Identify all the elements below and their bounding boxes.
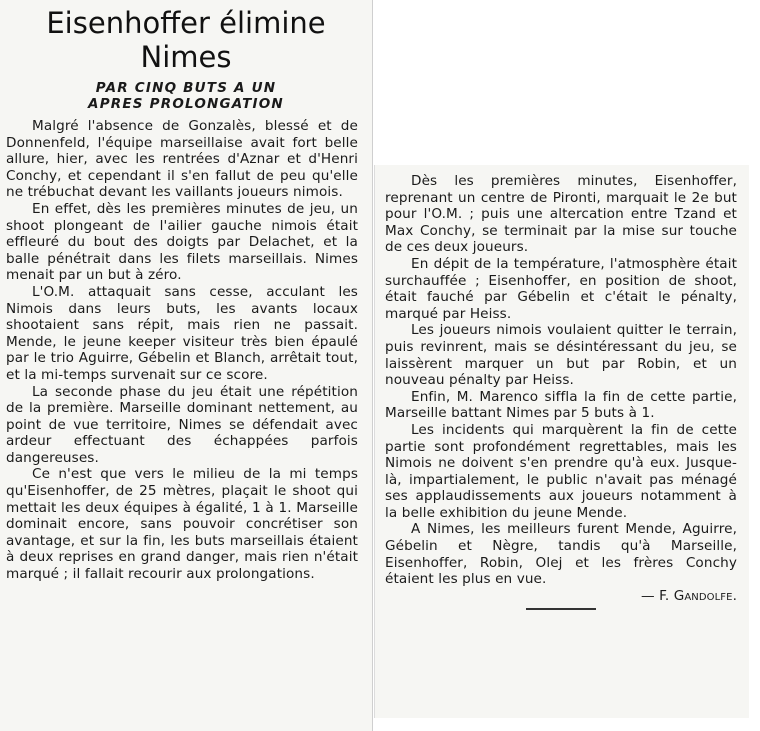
paragraph: Enfin, M. Marenco siffla la fin de cette partie, Marseille battant Nimes par 5 buts à 1. — [385, 388, 737, 422]
paragraph: L'O.M. attaquait sans cesse, acculant les Nimois dans leurs buts, les avants locaux shootaient sans répit, mais rien ne passait. Mende, le jeune keeper visiteur très bien épaulé par le trio Aguirre, Gébelin et Blanch, arrêtait tout, et la mi-temps survenait sur ce score. — [6, 283, 358, 383]
paragraph: Ce n'est que vers le milieu de la mi temps qu'Eisenhoffer, de 25 mètres, plaçait le shoot qui mettait les deux équipes à égalité, 1 à 1. Marseille dominait encore, sans pouvoir concrétiser son avantage, et sur la fin, les buts marseillais étaient à deux reprises en grand danger, mais rien n'était marqué ; il fallait recourir aux prolongations. — [6, 466, 358, 583]
paragraph: Dès les premières minutes, Eisenhoffer, reprenant un centre de Pironti, marquait le 2e but pour l'O.M. ; puis une altercation entre Tzand et Max Conchy, se terminait par la mise sur touche de ces deux joueurs. — [385, 173, 737, 256]
paragraph: Les joueurs nimois voulaient quitter le terrain, puis revinrent, mais se désintéressant du jeu, se laissèrent marquer un but par Robin, et un nouveau pénalty par Heiss. — [385, 322, 737, 389]
subheadline-line-1: PAR CINQ BUTS A UN — [95, 80, 277, 96]
headline-line-2: Nimes — [140, 40, 232, 74]
signature-text: — F. Gandolfe. — [641, 587, 737, 604]
left-body-text — [0, 112, 372, 583]
article-left-column — [0, 0, 373, 731]
paragraph: En dépit de la température, l'atmosphère était surchauffée ; Eisenhoffer, en position de shoot, était fauché par Gébelin et c'était le pénalty, marqué par Heiss. — [385, 255, 737, 322]
right-body-text — [375, 165, 749, 610]
article-right-column — [374, 165, 749, 718]
paragraph: En effet, dès les premières minutes de jeu, un shoot plongeant de l'ailier gauche nimois était effleuré du bout des doigts par Delachet, et la balle pénétrait dans les filets marseillais. Nimes menait par un but à zéro. — [6, 200, 358, 284]
subheadline-line-2: APRES PROLONGATION — [88, 96, 284, 112]
paragraph: La seconde phase du jeu était une répétition de la première. Marseille dominant nettement, au point de vue territoire, Nimes se défendait avec ardeur effectuant des échappées parfois dangereuses. — [6, 383, 358, 466]
paragraph: Les incidents qui marquèrent la fin de cette partie sont profondément regrettables, mais les Nimois ne doivent s'en prendre qu'à eux. Jusque-là, impartialement, le public n'avait pas ménagé ses applaudissements aux joueurs notamment à la belle exhibition du jeune Mende. — [385, 421, 737, 521]
paragraph: A Nimes, les meilleurs furent Mende, Aguirre, Gébelin et Nègre, tandis qu'à Marseille, Eisenhoffer, Robin, Olej et les frères Conchy étaient les plus en vue. — [385, 521, 737, 588]
headline-line-1: Eisenhoffer élimine — [46, 6, 326, 40]
end-rule — [526, 608, 596, 610]
paragraph: Malgré l'absence de Gonzalès, blessé et de Donnenfeld, l'équipe marseillaise avait fort belle allure, hier, avec les rentrées d'Aznar et d'Henri Conchy, et cependant il s'en fallut de peu qu'elle ne trébuchat devant les vaillants joueurs nimois. — [6, 118, 358, 201]
author-signature — [385, 588, 737, 605]
